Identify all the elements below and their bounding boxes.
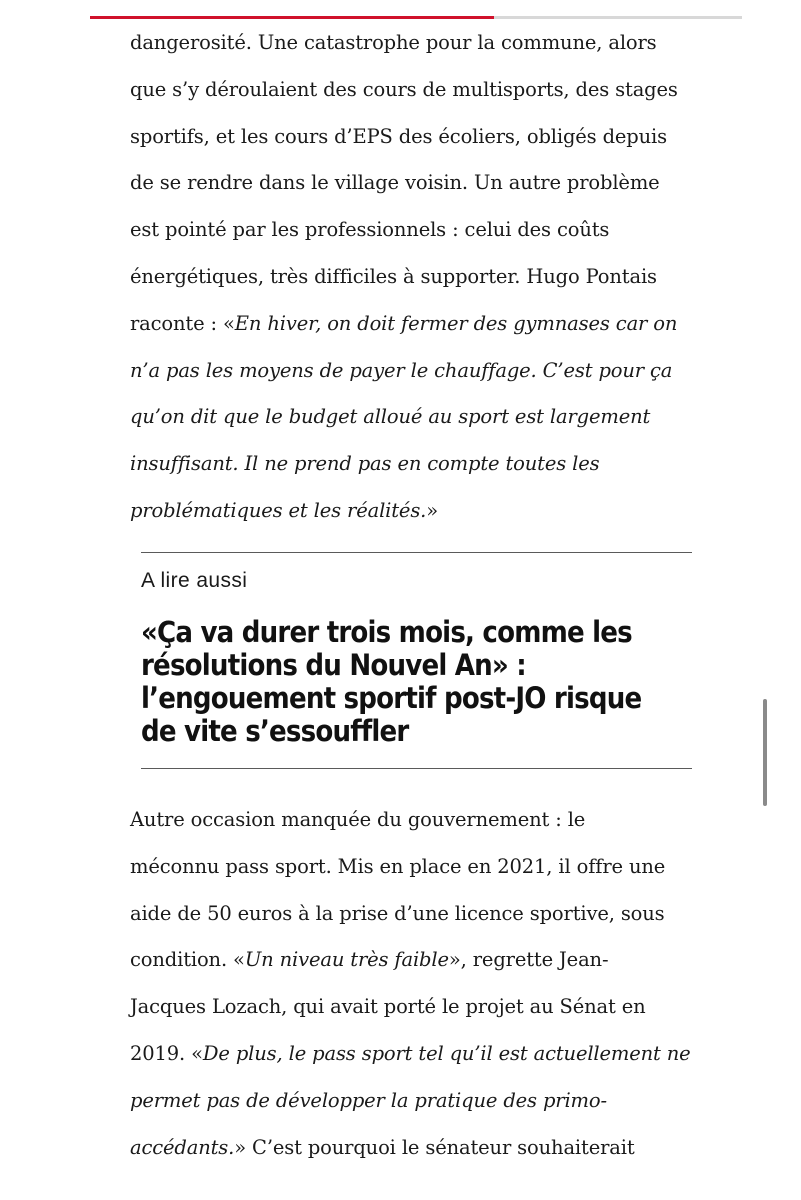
related-article-label: A lire aussi: [141, 568, 248, 592]
text-line: [130, 1031, 705, 1078]
text-line: Jacques Lozach, qui avait porté le projet au Sénat en: [130, 995, 646, 1019]
related-title-line: résolutions du Nouvel An» :: [141, 647, 526, 682]
related-title-line: de vite s’essouffler: [141, 713, 409, 748]
text-line: de se rendre dans le village voisin. Un autre problème: [130, 171, 660, 195]
text-line: [130, 348, 705, 395]
quote-fragment: accédants.: [130, 1136, 235, 1160]
paragraph-text: [130, 797, 705, 1172]
related-title-line: «Ça va durer trois mois, comme les: [141, 614, 632, 649]
text-line: méconnu pass sport. Mis en place en 2021, il offre une: [130, 854, 666, 878]
reading-progress-fill: [90, 16, 494, 19]
quote-fragment: Un niveau très faible: [244, 948, 449, 972]
article-body: [130, 20, 705, 1172]
text-line: est pointé par les professionnels : celui des coûts: [130, 218, 610, 242]
text-line: dangerosité. Une catastrophe pour la commune, alors: [130, 31, 657, 54]
text-fragment: » C’est pourquoi le sénateur souhaiterait: [234, 1136, 635, 1160]
quote-fragment: problématiques et les réalités.: [130, 498, 427, 522]
text-line: aide de 50 euros à la prise d’une licence sportive, sous: [130, 901, 665, 925]
quote-fragment: insuffisant. Il ne prend pas en compte toutes les: [130, 452, 600, 476]
text-fragment: condition. «: [130, 948, 245, 972]
paragraph-text: [130, 20, 705, 535]
related-article-link[interactable]: [141, 616, 690, 748]
text-line: énergétiques, très difficiles à supporter. Hugo Pontais: [130, 264, 657, 288]
text-line: [130, 1078, 705, 1125]
quote-fragment: n’a pas les moyens de payer le chauffage. C’est pour ça: [130, 358, 673, 382]
scrollbar-thumb[interactable]: [763, 699, 767, 806]
paragraph: [130, 20, 705, 535]
text-fragment: raconte : «: [130, 311, 235, 335]
text-line: [130, 1125, 705, 1172]
reading-progress-bar: [90, 16, 742, 19]
text-line: [130, 301, 705, 348]
related-title-line: l’engouement sportif post-JO risque: [141, 680, 642, 715]
paragraph: [130, 797, 705, 1172]
quote-fragment: De plus, le pass sport tel qu’il est actuellement ne: [202, 1042, 691, 1066]
quote-fragment: permet pas de développer la pratique des primo-: [130, 1089, 607, 1113]
text-line: [130, 394, 705, 441]
text-line: [130, 441, 705, 488]
text-line: [130, 937, 705, 984]
text-line: [130, 488, 705, 535]
text-line: que s’y déroulaient des cours de multisports, des stages: [130, 77, 678, 101]
text-fragment: 2019. «: [130, 1042, 203, 1066]
text-fragment: »: [426, 498, 439, 522]
text-fragment: », regrette Jean-: [448, 948, 609, 972]
quote-fragment: En hiver, on doit fermer des gymnases car on: [234, 311, 678, 335]
related-article-box: [141, 552, 692, 769]
quote-fragment: qu’on dit que le budget alloué au sport est largement: [130, 405, 651, 429]
text-line: sportifs, et les cours d’EPS des écoliers, obligés depuis: [130, 124, 667, 148]
text-line: Autre occasion manquée du gouvernement : le: [130, 807, 586, 831]
